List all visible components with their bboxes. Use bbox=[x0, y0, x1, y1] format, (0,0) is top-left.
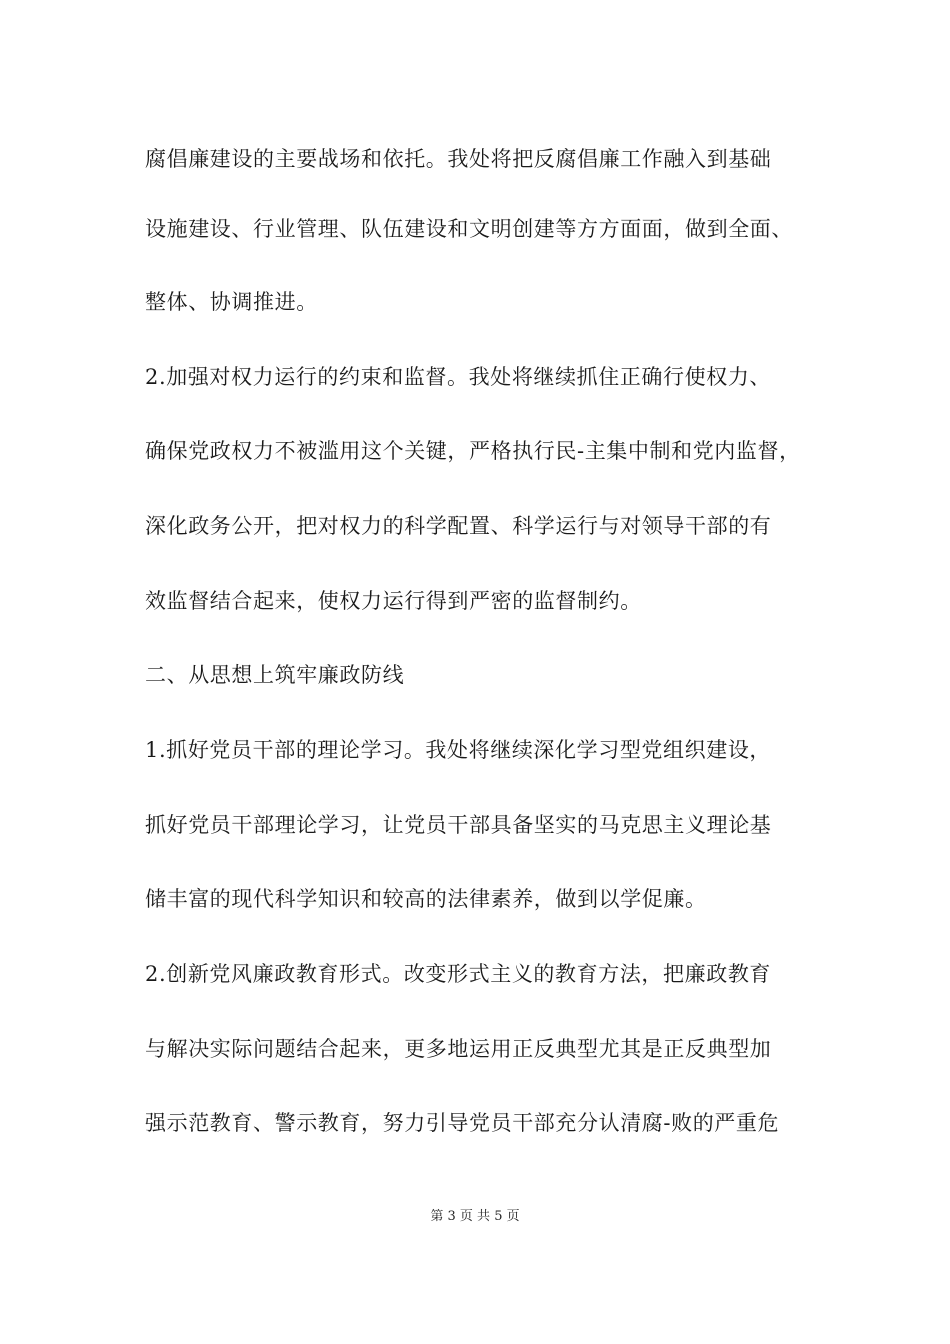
text-line: 深化政务公开，把对权力的科学配置、科学运行与对领导干部的有 bbox=[145, 514, 772, 538]
text-line: 与解决实际问题结合起来，更多地运用正反典型尤其是正反典型加 bbox=[145, 1037, 772, 1061]
text-line: 抓好党员干部理论学习，让党员干部具备坚实的马克思主义理论基 bbox=[145, 813, 772, 837]
page-number-footer: 第 3 页 共 5 页 bbox=[430, 1209, 520, 1224]
text-line: 2.创新党风廉政教育形式。改变形式主义的教育方法，把廉政教育 bbox=[145, 962, 772, 986]
text-line: 设施建设、行业管理、队伍建设和文明创建等方方面面，做到全面、 bbox=[145, 217, 793, 241]
text-line: 强示范教育、警示教育，努力引导党员干部充分认清腐-败的严重危 bbox=[145, 1111, 780, 1135]
text-line: 整体、协调推进。 bbox=[145, 290, 318, 314]
text-line: 2.加强对权力运行的约束和监督。我处将继续抓住正确行使权力、 bbox=[145, 365, 772, 389]
text-line: 效监督结合起来，使权力运行得到严密的监督制约。 bbox=[145, 589, 642, 613]
text-line: 储丰富的现代科学知识和较高的法律素养，做到以学促廉。 bbox=[145, 887, 707, 911]
text-line: 腐倡廉建设的主要战场和依托。我处将把反腐倡廉工作融入到基础 bbox=[145, 147, 772, 171]
text-line: 1.抓好党员干部的理论学习。我处将继续深化学习型党组织建设， bbox=[145, 738, 772, 762]
text-line: 确保党政权力不被滥用这个关键，严格执行民-主集中制和党内监督， bbox=[145, 439, 801, 463]
section-heading: 二、从思想上筑牢廉政防线 bbox=[145, 663, 405, 687]
